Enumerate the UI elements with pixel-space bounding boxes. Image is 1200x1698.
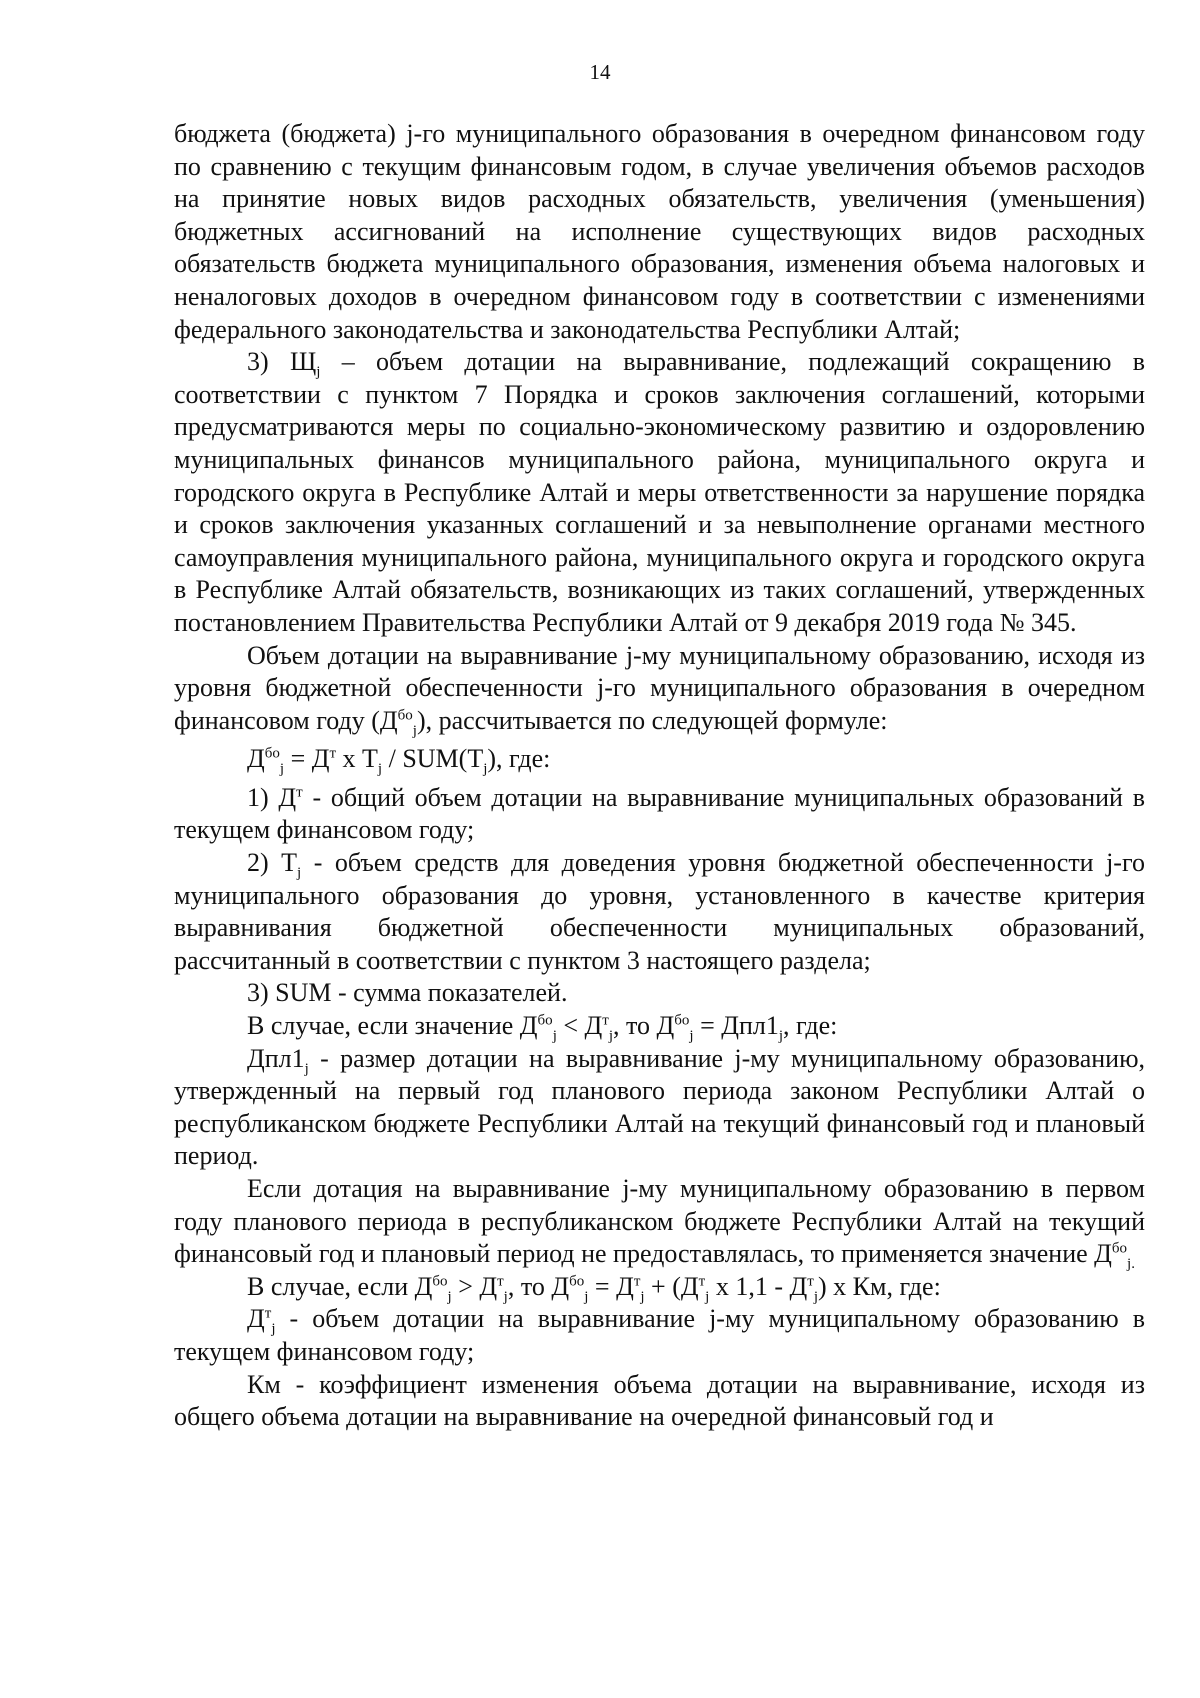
text-run: < Д bbox=[556, 1011, 603, 1041]
paragraph bbox=[174, 1010, 1145, 1043]
subscript: j bbox=[447, 1288, 452, 1305]
paragraph bbox=[174, 782, 1145, 847]
text-run: 3) SUM - сумма показателей. bbox=[247, 978, 568, 1008]
subscript: j bbox=[316, 364, 321, 381]
text-run: = Д bbox=[588, 1271, 634, 1301]
subscript: j bbox=[608, 1028, 613, 1045]
subscript: j bbox=[503, 1288, 508, 1305]
text-run: / SUM(T bbox=[382, 744, 484, 774]
text-run: х 1,1 - Д bbox=[709, 1271, 808, 1301]
text-run: , то Д bbox=[507, 1271, 570, 1301]
subscript: j bbox=[584, 1288, 589, 1305]
superscript: бо bbox=[264, 745, 280, 762]
paragraph bbox=[174, 1173, 1145, 1271]
text-run: , где: bbox=[783, 1011, 838, 1041]
text-run: - общий объем дотации на выравнивание муниципальных образований в текущем финансовом году; bbox=[174, 782, 1145, 845]
superscript: бо bbox=[674, 1012, 690, 1029]
text-run: - объем дотации на выравнивание j-му муниципальному образованию в текущем финансовом году; bbox=[174, 1304, 1145, 1366]
text-run: 1) Д bbox=[247, 782, 297, 812]
superscript: т bbox=[497, 1273, 504, 1290]
text-run: Д bbox=[247, 1304, 265, 1334]
paragraph bbox=[174, 1369, 1145, 1434]
text-run: + (Д bbox=[644, 1271, 699, 1301]
paragraph bbox=[174, 118, 1145, 346]
text-run: Дпл1 bbox=[247, 1043, 305, 1073]
superscript: т bbox=[264, 1305, 272, 1322]
text-run: = Д bbox=[284, 744, 330, 774]
text-run: > Д bbox=[451, 1271, 498, 1301]
text-run: В случае, если Д bbox=[247, 1271, 433, 1301]
text-run: х Т bbox=[336, 744, 378, 774]
superscript: т bbox=[633, 1273, 641, 1290]
subscript: j bbox=[304, 1060, 309, 1077]
text-run: Если дотация на выравнивание j-му муниципальному образованию в первом году планового периода в республиканском бюджете Республики Алтай на текущий финансовый год и плановый период не предоставлялась, то применяется значение Д bbox=[174, 1174, 1145, 1269]
subscript: j bbox=[279, 761, 285, 778]
paragraph bbox=[174, 847, 1145, 977]
paragraph bbox=[174, 1271, 1145, 1304]
text-run: ), где: bbox=[487, 744, 551, 774]
text-run: , то Д bbox=[613, 1011, 675, 1041]
subscript: j. bbox=[1127, 1256, 1135, 1273]
text-run: - размер дотации на выравнивание j-му муниципальному образованию, утвержденный на первый год планового периода законом Республики Алтай о республиканском бюджете Республики Алтай на текущий финансовый год и плановый период. bbox=[174, 1043, 1145, 1171]
subscript: j bbox=[813, 1288, 818, 1305]
paragraph bbox=[174, 1303, 1145, 1368]
subscript: j bbox=[705, 1288, 710, 1305]
subscript: j bbox=[297, 865, 302, 882]
subscript: j bbox=[412, 722, 417, 739]
text-run: 3) Щ bbox=[247, 347, 317, 377]
superscript: т bbox=[296, 784, 303, 801]
paragraph bbox=[174, 1043, 1145, 1173]
superscript: т bbox=[698, 1273, 706, 1290]
superscript: бо bbox=[537, 1012, 553, 1029]
subscript: j bbox=[483, 761, 488, 778]
text-run: В случае, если значение Д bbox=[247, 1011, 538, 1041]
text-run: Д bbox=[247, 744, 265, 774]
paragraph bbox=[174, 346, 1145, 639]
subscript: j bbox=[271, 1321, 276, 1338]
superscript: т bbox=[329, 745, 337, 762]
superscript: т bbox=[602, 1012, 609, 1029]
text-run: бюджета (бюджета) j-го муниципального образования в очередном финансовом году по сравнению с текущим финансовым годом, в случае увеличения объемов расходов на принятие новых видов расходных обязательств, увеличения (уменьшения) бюджетных ассигнований на исполнение существующих видов расходных обязательств бюджета муниципального образования, изменения объема налоговых и неналоговых доходов в очередном финансовом году в соответствии с изменениями федерального законодательства и законодательства Республики Алтай; bbox=[174, 119, 1145, 344]
text-run: Объем дотации на выравнивание j-му муниципальному образованию, исходя из уровня бюджетной обеспеченности j-го муниципального образования в очередном финансовом году (Д bbox=[174, 640, 1145, 735]
text-run: 2) Т bbox=[247, 848, 298, 878]
subscript: j bbox=[377, 761, 383, 778]
paragraph bbox=[174, 743, 1145, 776]
text-run: ), рассчитывается по следующей формуле: bbox=[416, 705, 888, 735]
superscript: бо bbox=[569, 1273, 585, 1290]
superscript: бо bbox=[1111, 1240, 1128, 1257]
superscript: бо bbox=[397, 707, 413, 724]
text-run: ) х Км, где: bbox=[817, 1271, 941, 1301]
paragraph bbox=[174, 977, 1145, 1010]
text-run: Км - коэффициент изменения объема дотации на выравнивание, исходя из общего объема дотации на выравнивание на очередной финансовый год и bbox=[174, 1369, 1145, 1432]
subscript: j bbox=[640, 1288, 645, 1305]
text-run: = Дпл1 bbox=[693, 1011, 779, 1041]
subscript: j bbox=[689, 1028, 694, 1045]
document-body bbox=[174, 118, 1145, 1434]
superscript: бо bbox=[432, 1273, 448, 1290]
superscript: т bbox=[807, 1273, 814, 1290]
subscript: j bbox=[778, 1028, 784, 1045]
text-run: – объем дотации на выравнивание, подлежащий сокращению в соответствии с пунктом 7 Порядка и сроков заключения соглашений, которыми предусматриваются меры по социально-экономическому развитию и оздоровлению муниципальных финансов муниципального района, муниципального округа и городского округа в Республике Алтай и меры ответственности за нарушение порядка и сроков заключения указанных соглашений и за невыполнение органами местного самоуправления муниципального района, муниципального округа и городского округа в Республике Алтай обязательств, возникающих из таких соглашений, утвержденных постановлением Правительства Республики Алтай от 9 декабря 2019 года № 345. bbox=[174, 347, 1145, 637]
page-number: 14 bbox=[589, 60, 611, 84]
text-run: - объем средств для доведения уровня бюджетной обеспеченности j-го муниципального образования до уровня, установленного в качестве критерия выравнивания бюджетной обеспеченности муниципальных образований, рассчитанный в соответствии с пунктом 3 настоящего раздела; bbox=[174, 848, 1145, 975]
subscript: j bbox=[552, 1028, 557, 1045]
paragraph bbox=[174, 640, 1145, 738]
